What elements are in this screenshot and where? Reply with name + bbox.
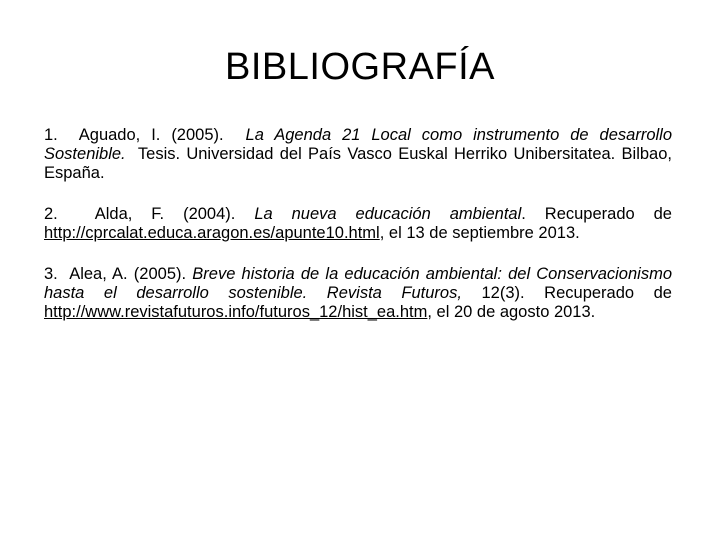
reference-title: Breve historia de la educación ambiental: del Conservacionismo hasta el desarrollo sostenible. Revista Futuros, — [44, 265, 672, 302]
reference-item-3 — [44, 265, 672, 322]
reference-details: . Recuperado de — [521, 205, 672, 223]
reference-details: Tesis. Universidad del País Vasco Euskal Herriko Unibersitatea. Bilbao, España. — [44, 145, 672, 182]
reference-list — [44, 126, 672, 322]
reference-link[interactable]: http://www.revistafuturos.info/futuros_12/hist_ea.htm — [44, 303, 428, 321]
reference-link[interactable]: http://cprcalat.educa.aragon.es/apunte10.html — [44, 224, 380, 242]
page-title: BIBLIOGRAFÍA — [225, 46, 495, 88]
reference-author: Aguado, I. (2005). — [78, 126, 224, 144]
reference-number: 1. — [44, 126, 58, 144]
reference-title: La nueva educación ambiental — [254, 205, 522, 223]
reference-item-1 — [44, 126, 672, 183]
reference-author: Alea, A. (2005). — [69, 265, 187, 283]
reference-item-2 — [44, 205, 672, 243]
reference-number: 3. — [44, 265, 58, 283]
reference-number: 2. — [44, 205, 58, 223]
reference-access-date: , el 20 de agosto 2013. — [427, 303, 596, 321]
reference-author: Alda, F. (2004). — [94, 205, 236, 223]
reference-details: 12(3). Recuperado de — [481, 284, 672, 302]
reference-title: La Agenda 21 Local como instrumento de desarrollo Sostenible. — [44, 126, 672, 163]
reference-access-date: , el 13 de septiembre 2013. — [379, 224, 580, 242]
